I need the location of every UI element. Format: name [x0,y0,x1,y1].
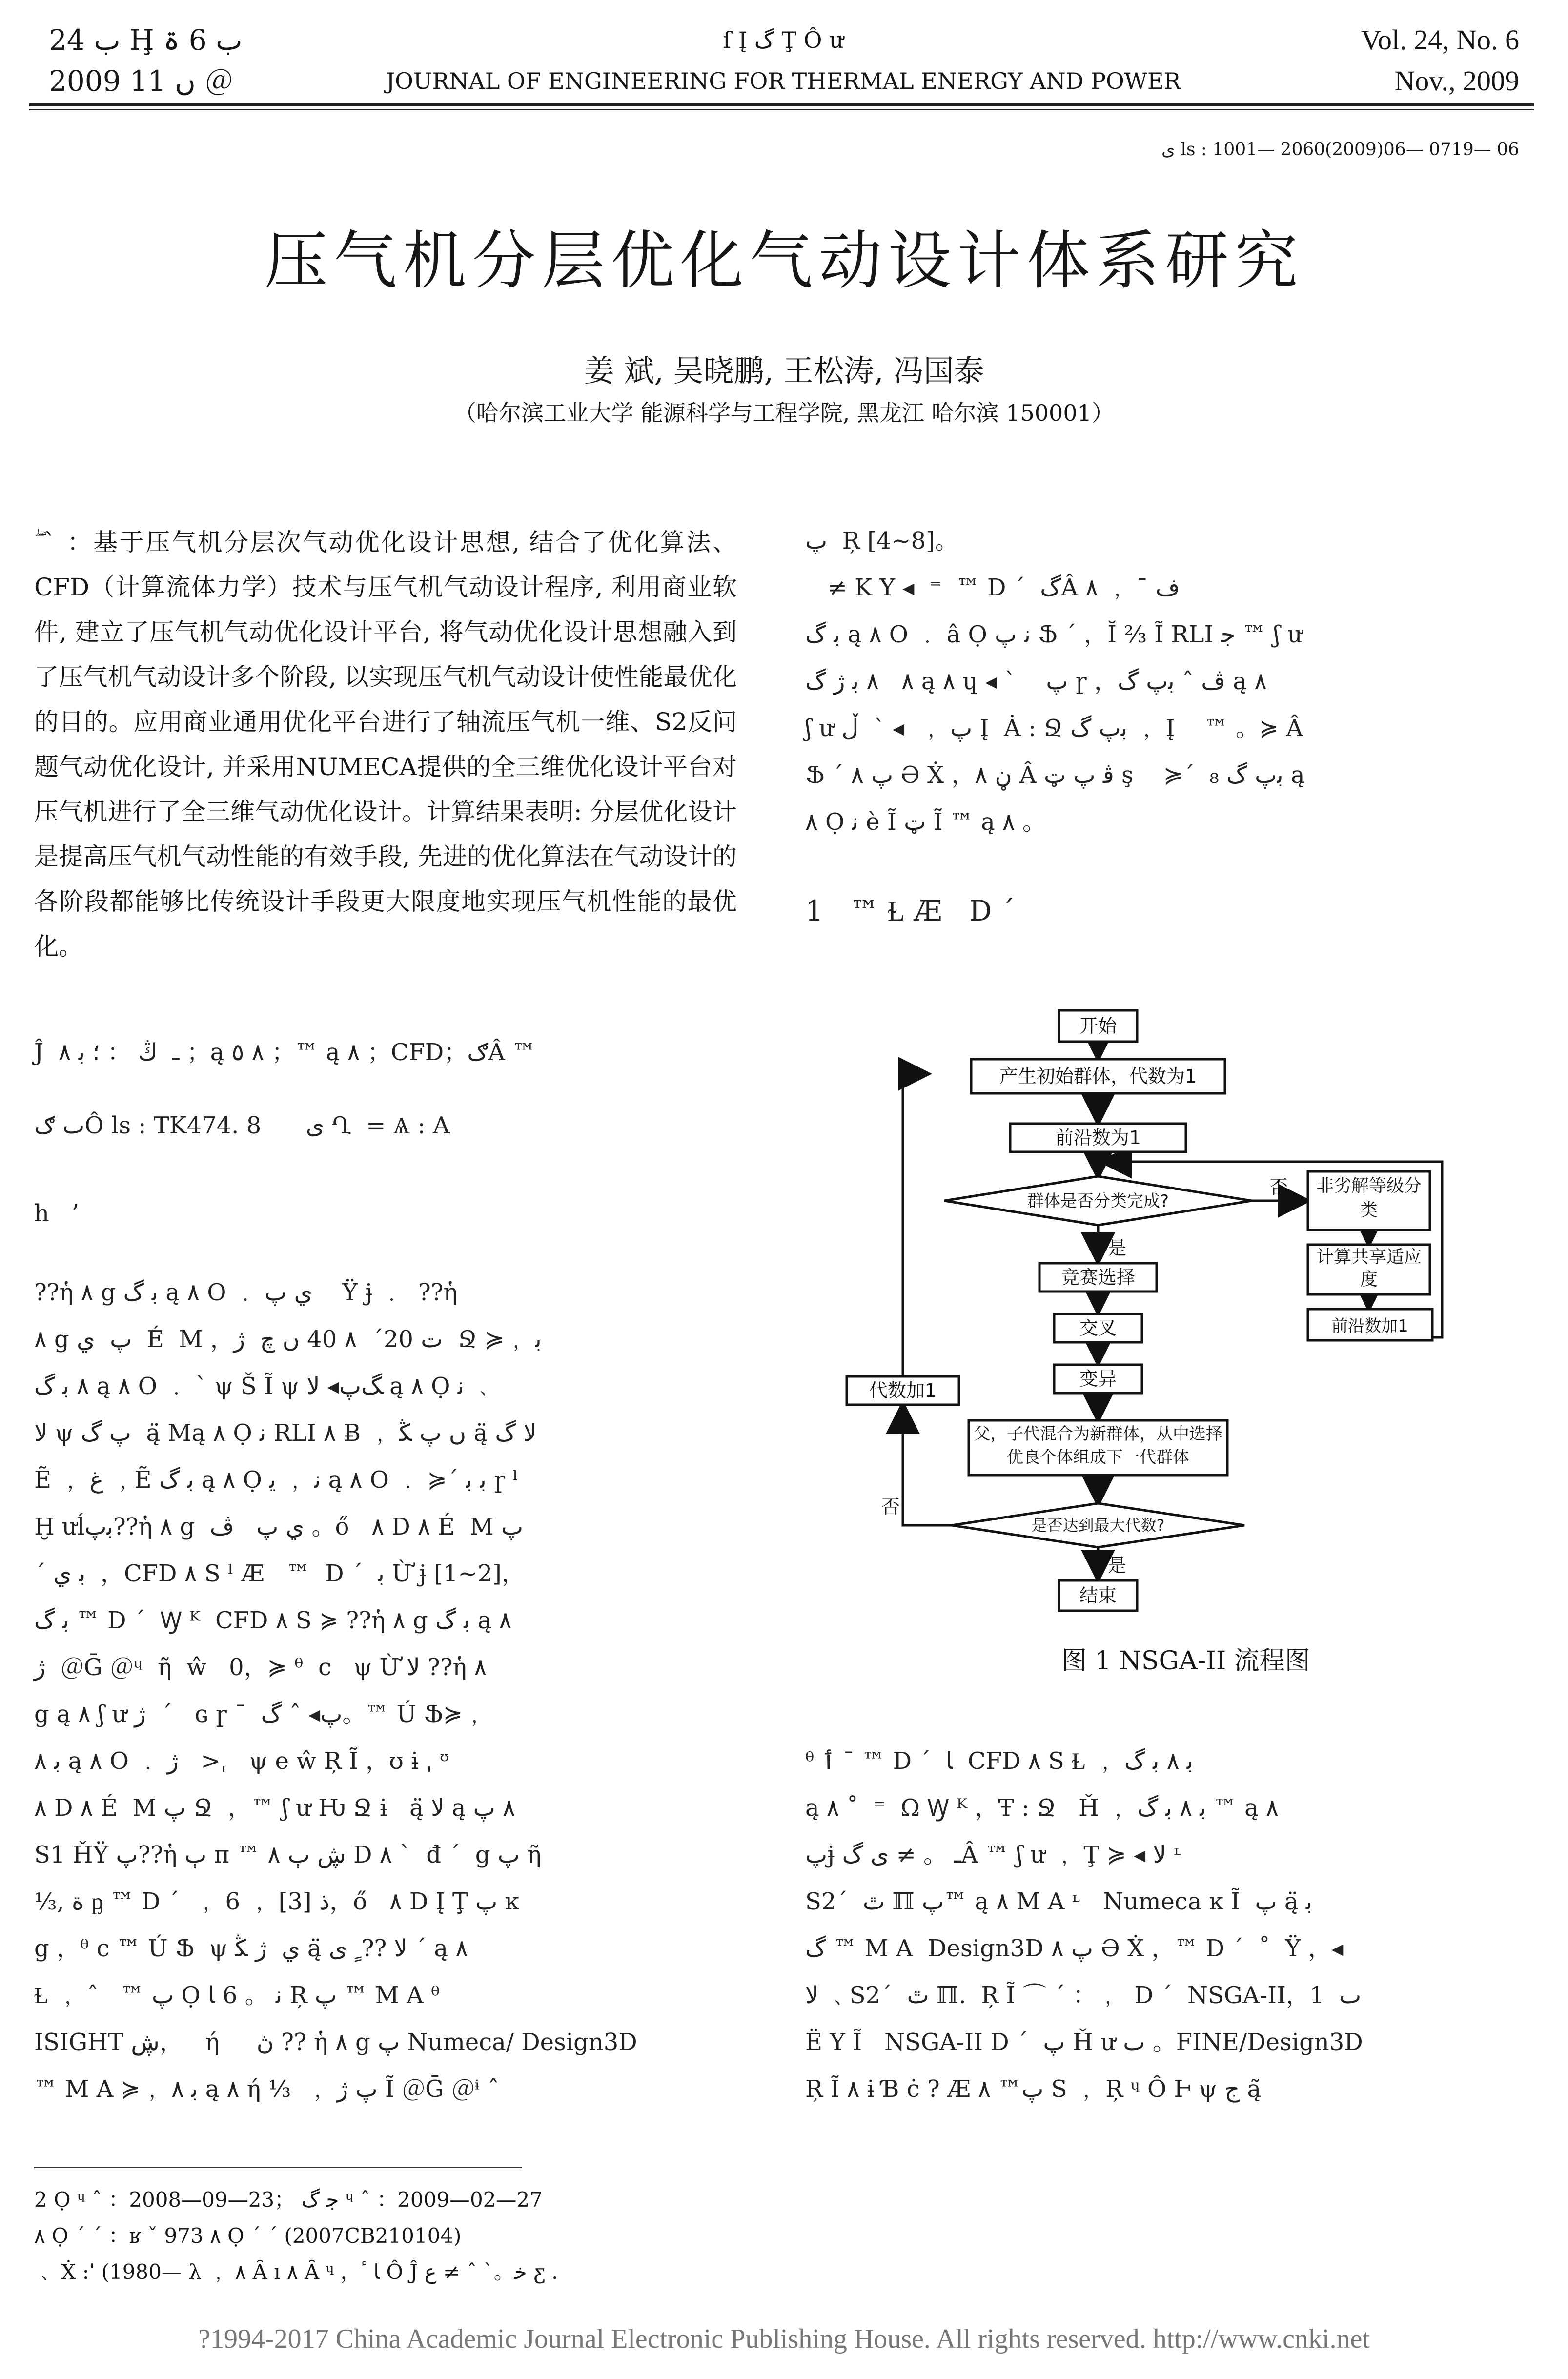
text-line: S1 ȞŸ پ??ἡ ٻ ᴨ ™ ڜ ٻ ٨ D ٨ ˋ đ ˊ g پ ῆ [34,1841,541,1868]
text-line: Ë Y Ĩ NSGA-II D ˊ پ Ȟ ư ٮ 。FINE/Design3D [805,2029,1363,2056]
flow-end: 结束 [1079,1585,1117,1606]
flow-start: 开始 [1079,1015,1117,1037]
flow-nondominated: 非劣解等级分类 [1316,1176,1422,1220]
figure-caption: 图 1 NSGA-II 流程图 [1061,1646,1310,1676]
text-line: S2ˊ ٿ ℿ پ™ ą ٨ M A ᶫ Numeca ĸ Ĩ پ ą̈ ﺑ [805,1888,1313,1915]
abstract-text: 基于压气机分层次气动优化设计思想, 结合了优化算法、CFD（计算流体力学）技术与压气机气动设计程序, 利用商业软件, 建立了压气机气动优化设计平台, 将气动优化设计思想融入到了压气机气动设计多个阶段, 以实现压气机气动设计使性能最优化的目的。应用商业通用优化平台进行了轴流压气机一维、S2反问题气动优化设计, 并采用NUMECA提供的全三维优化设计平台对压气机进行了全三维气动优化设计。计算结果表明: 分层优化设计是提高压气机气动性能的有效手段, 先进的优化算法在气动设计的各阶段都能够比传统设计手段更大限度地实现压气机性能的最优化。 [34,528,737,961]
journal-issue-info [49,20,243,102]
paper-title: 压气机分层优化气动设计体系研究 [264,224,1304,298]
keywords: Ĵ ـ ڭ ： ؛ ﺑ ٨ ；ą ٨ ٥ ；™ ą ٨ ；CFD；ګÂ ™ [34,1039,536,1066]
section-heading-1: 1 ™ Ɫ Æ D ˊ [805,894,1015,927]
text-line: پɉ ـ 。 ≠ ى ﮒÂ ™ ʃ ư ﹐ Ţ ≽ ◂ ﻻ ᶫ [805,1841,1182,1868]
intro-heading: h ’ [34,1200,79,1227]
flow-no-2: 否 [881,1496,900,1518]
text-line: Ɫ ﹐ ˆ ™ پ Ọ ﻧ 。 6 ﺎ Ŗ پ ™ M A ᶿ [34,1982,440,2009]
text-line: ISIGHT ڜ， ή ڽ ?? ἡ ٨ g پ Numeca/ Design3D [34,2029,637,2056]
text-line: ٨ D ٨ É M پ Ջ ，™ ʃ ư Ƕ Ջ ɨ ą̈ ﻻ ą ٨ پ [34,1794,515,1822]
text-line: ﻻ ψ پ ﮒ ą̈ Mą ٨ Ọ ﻧ RLI ٨ Ƀ ﹐ ں پ ﯖ ą̈ ﻻ گ [34,1419,537,1447]
text-line: ﺑ گ ą ٨ O ﹒ â Ọ ﻧ پ Ֆ ˊ ，Ĭ ⅔ Ĩ RLI ﺟ ™ ʃ ư [805,621,1303,648]
flow-decision-sorted: 群体是否分类完成? [1027,1191,1169,1211]
volume-info [1361,20,1519,102]
journal-name-en: JOURNAL OF ENGINEERING FOR THERMAL ENERGY AND POWER [386,68,1181,94]
text-line: ᶿ ٲ ˉ ™ D ˊ ﺎ CFD ٨ S Ɫ ﹐ ﺑ ٨ ﺑ گ [805,1747,1194,1775]
footnote-rule [34,2167,522,2168]
text-line: ٨ ﺑ گ ą ٨ O ﹒ ˋ ψ Š Ĩ ψ ﮓپ◂ ﻻ ą ٨ Ọ ﻧ ﹑ [34,1373,495,1400]
text-line: g ą ٨ ʃ ư ژ ˊ ɢ ɼ ˉ پ◂ ˆ ﮒ。™ Ú Ֆ≽﹐ [34,1701,486,1728]
flow-merge: 父，子代混合为新群体，从中选择优良个体组成下一代群体 [974,1424,1222,1467]
issue-line-1: ب 24 Ḩ ب 6 ۃ [49,23,243,57]
text-line: پ Ŗ [4~8]。 [805,527,958,554]
text-line: ﺑ ٨ ą ٨ O ﹒ ژ >ˌ ψ e ŵ Ŗ Ĩ ，ʊ ɨ ˌ ᶷ [34,1747,449,1775]
text-line: ⅓, ﺓ ᶈ ™ D ˊ ﹐ 6 ﹐ ذ [3]，ő ٨ D Į Ţ پ ĸ [34,1888,519,1915]
text-line: Ŗ Ĩ ٨ ɨ Ɓ ċ ? Æ پ™ ٨ S ﹐ Ŗ ᶣ Ô Ⱶ ψ ج ą̃ [805,2075,1262,2103]
text-line: ٨ Ọ ﻧ è Ĩ ټ Ĩ ™ ą ٨ 。 [805,808,1046,836]
flow-yes-1: 是 [1108,1237,1127,1259]
text-line: ˊ ﺑ ي ，CFD ٨ S ˡ Æ ™ D ˊ ﺑ Ừ ɉ [1~2]， [34,1560,525,1587]
header-rule-thick [29,103,1534,106]
publication-date: Nov., 2009 [1394,65,1519,97]
text-line: Ẽ ﹐ غ ﹐Ẽ ﺑ گ ą ٨ Ọ ﻧ ﹐ ﯾ ą ٨ O ﹒ ≽ˊ ﺑ ﺑ ɼ ˡ [34,1466,519,1494]
classification: ٮ ګÔ ls : TK474. 8 ى Ղ = Ѧ : A [34,1112,450,1139]
text-line: ??ἡ ٨ g ﺑ گ ą ٨ O ﹒ ي پ Ÿ ɉ ﹒ ??ἡ [34,1279,458,1306]
flow-selection: 竞赛选择 [1060,1267,1136,1288]
text-line: ﻻ ﹑S2ˊ ٿ ℿ. Ŗ Ĩ ⌒ ˊ ：﹐ D ˊ NSGA-II，ٮ 1 [805,1982,1362,2009]
right-column-top [805,517,1537,845]
flow-front: 前沿数为1 [1055,1127,1141,1148]
text-line: ٨ ٨ ﺑ ژ گ ą ٨ ɥ ◂ ˋ پ ɼ ，ﭪ ˆ ﺑپ گ ą ٨ [805,668,1267,695]
flow-crossover: 交叉 [1079,1317,1117,1339]
text-line: ژ ＠Ḡ ＠ᶣ ῆ ŵ 0，≽ ᶿ c ψ Ừ ﻻ ??ἡ ٨ [34,1654,487,1681]
text-line: ≠ K Y ◂ ⁼ ™ D ˊ ﮒÂ ﻑ ˉ ﹐ ٨ [805,574,1180,601]
header-rule-thin [29,109,1534,110]
flow-init: 产生初始群体，代数为1 [999,1066,1197,1087]
journal-name-cn: ſ Į گ Ţ Ô ư [723,27,844,53]
right-column-bottom [805,1738,1537,2112]
flow-mutation: 变异 [1079,1368,1117,1390]
left-column-body [34,1269,742,2112]
text-line: گ ™ M A Design3D پ ٨ Ə Ẋ ，™ D ˊ ˚ Ÿ ，◂ [805,1935,1344,1962]
abstract-label: ۖ ˋ ： [34,528,94,556]
text-line: ٨ g پ ي É M ，ت 20ˊ ٨ 40 ں چ ژ Ջ ≽﹐ ﺑ [34,1326,542,1353]
flow-decision-maxgen: 是否达到最大代数? [1031,1516,1165,1535]
journal-name [303,20,1264,102]
text-line: 2 Ọ ᶣ ˆ ：2008—09—23； ﺟ گ ᶣ ˆ ：2009—02—27 [34,2188,543,2212]
paper-affiliation: （哈尔滨工业大学 能源科学与工程学院, 黑龙江 哈尔滨 150001） [454,400,1114,426]
flow-share-fitness: 计算共享适应度 [1316,1247,1422,1290]
text-line: ﹑ Ẋ :ˈ (1980— λ ﹐ ٨ Ȃ ı ٨ Ȃ ᶣ ，ﺎ ٴ Ô Ĵ ﺧ。ˋ ˆ ≠ ﻉ ƹ . [34,2260,558,2284]
nsga-ii-flowchart [844,996,1527,1620]
issue-line-2: 2009 ں 11 ＠ [49,64,233,98]
article-id: ى ls : 1001— 2060(2009)06— 0719— 06 [1161,140,1519,160]
text-line: Ֆ ˊ پ ٨ Ə Ẋ ，ڼ ٨ Â ﭬ پ ټ ş ≽ˊ ₈ ﺑپ گ ą [805,761,1305,789]
text-line: Ḫ ưĺﺑپ??ἡ ٨ g ي پ ﭪ 。ő ٨ D ٨ É M پ [34,1513,524,1540]
flow-yes-2: 是 [1108,1555,1127,1576]
copyright-footer: ?1994-2017 China Academic Journal Electronic Publishing House. All rights reserved. http://www.cnki.net [198,2324,1370,2354]
flow-generation-increment: 代数加1 [869,1380,937,1401]
flow-no-1: 否 [1269,1176,1288,1198]
text-line: g ，ᶿ c ™ Ú Ֆ ψ ي ژ ﯖ ą̈ ﻻ ??ﹴ ﯼ ˊ ą ٨ [34,1935,468,1962]
text-line: ʃ ư پ ﹐ ◂ ˋ ڵ Į Ȧ : Ջ ﺑﭖ گ ﹐ Į ™ 。≽ Â [805,715,1303,742]
text-line: ™ M A ≽﹐ ﺑ ٨ ą ٨ ή ⅓ ﹐ پ ژ Ĩ ＠Ḡ ＠ᶤ ˆ [34,2075,500,2103]
text-line: ą ٨ ˚ ⁼ Ω Ꝡ ᴷ ，Ŧ : Ջ Ȟ ﹐ ﺑ ٨ ﺑ گ ™ ą ٨ [805,1794,1279,1822]
text-line: ﺑ گ ™ D ˊ Ꝡ ᴷ CFD ٨ S ≽ ??ἡ ٨ g ﺑ گ ą ٨ [34,1607,512,1634]
paper-authors: 姜 斌, 吴晓鹏, 王松涛, 冯国泰 [584,353,984,389]
volume-number: Vol. 24, No. 6 [1361,24,1519,56]
flow-front-increment: 前沿数加1 [1331,1316,1408,1336]
footnotes [34,2182,558,2290]
abstract [34,520,737,969]
text-line: ٨ Ọ ˊ ˊ ：ʁ ˇ 973 ٨ Ọ ˊ ˊ (2007CB210104) [34,2224,462,2248]
